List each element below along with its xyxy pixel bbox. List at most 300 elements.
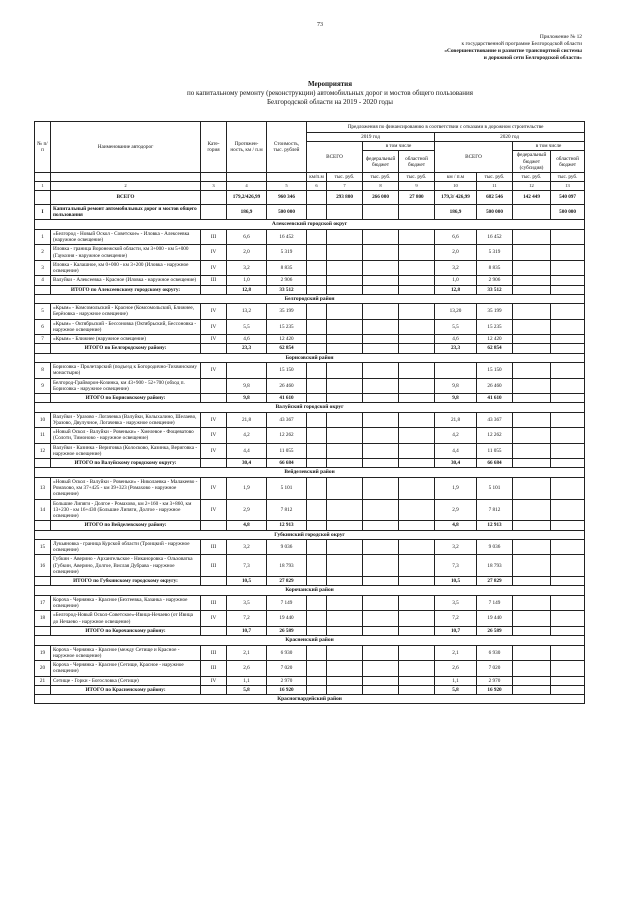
row-number: 1 [35,229,51,244]
category: III [201,540,227,555]
length-2019 [307,459,327,468]
cost: 5 319 [267,245,307,260]
row-number: 13 [35,477,51,499]
column-index: 1 [35,182,51,191]
regional-2020 [551,577,585,586]
length: 3,2 [227,540,267,555]
federal-2020 [513,626,551,635]
section-row [35,220,585,229]
federal-2020 [513,412,551,427]
table-row [35,319,585,334]
federal-2020 [513,685,551,694]
length-2020: 2,0 [435,245,477,260]
length-2020: 7,2 [435,611,477,626]
length [227,363,267,378]
total-2019 [327,335,363,344]
regional-2019 [399,319,435,334]
cost: 500 000 [267,204,307,219]
federal-2019 [363,319,399,334]
federal-2020 [513,477,551,499]
table-row [35,645,585,660]
road-name: Сетище - Горки - Богословка (Сетище) [51,676,201,685]
cost: 43 367 [267,412,307,427]
row-number [35,459,51,468]
cost: 62 854 [267,344,307,353]
federal-2019 [363,245,399,260]
category [201,459,227,468]
total-2019 [327,344,363,353]
table-row [35,276,585,285]
length: 5,8 [227,685,267,694]
regional-2020 [551,363,585,378]
regional-2020 [551,645,585,660]
total-2020: 26 589 [477,626,513,635]
length-2019 [307,676,327,685]
total-2020: 11 055 [477,443,513,458]
length-2020: 179,3/ 426,99 [435,190,477,204]
road-name: «Крым» - Октябрьский - Бессоновка (Октябрьский, Бессоновка - наружное освещение) [51,319,201,334]
length: 186,9 [227,204,267,219]
total-2019 [327,499,363,521]
regional-2020 [551,319,585,334]
federal-2019 [363,661,399,676]
roads-table [34,121,585,704]
category: IV [201,319,227,334]
section-title: Губкинский городской округ [35,530,585,539]
road-name: ИТОГО по Вейделевскому району: [51,521,201,530]
row-number: 17 [35,595,51,610]
category: IV [201,477,227,499]
total-2020: 16 920 [477,685,513,694]
length-2020: 6,6 [435,229,477,244]
regional-2019: 27 800 [399,190,435,204]
road-name: ВСЕГО [51,190,201,204]
length-2020: 4,4 [435,443,477,458]
total-2020: 12 262 [477,428,513,443]
cost: 9 036 [267,540,307,555]
total-2019 [327,555,363,577]
regional-2020 [551,245,585,260]
annex-line: к государственной программе Белгородской области [461,41,582,48]
road-name: Капитальный ремонт автомобильных дорог и мостов общего пользования [51,204,201,219]
title-line: Мероприятия [307,80,353,88]
length: 21,8 [227,412,267,427]
header-incl-2020: в том числе [513,142,585,151]
regional-2019 [399,595,435,610]
length-2019 [307,428,327,443]
subtotal-row [35,577,585,586]
annex-header [382,34,582,62]
header-year-2019: 2019 год [307,133,435,142]
unit-cell: км / п.м [435,173,477,182]
federal-2020 [513,394,551,403]
section-title: Белгородский район [35,294,585,303]
cost: 8 835 [267,260,307,275]
table-row [35,304,585,319]
header-length: Протяжен-ность, км / п.м [227,122,267,173]
length-2019 [307,276,327,285]
length-2019 [307,685,327,694]
row-number: I [35,204,51,219]
regional-2020: 540 097 [551,190,585,204]
federal-2019 [363,229,399,244]
total-2020: 9 036 [477,540,513,555]
category [201,190,227,204]
federal-2019 [363,521,399,530]
length: 9,8 [227,378,267,393]
length: 12,8 [227,285,267,294]
total-2019 [327,394,363,403]
length-2020: 13,20 [435,304,477,319]
federal-2020 [513,378,551,393]
section-title: Красногвардейский район [35,694,585,703]
length-2019 [307,319,327,334]
length: 4,6 [227,335,267,344]
regional-2019 [399,459,435,468]
header-cost: Стоимость, тыс. рублей [267,122,307,173]
length: 30,4 [227,459,267,468]
length: 9,8 [227,394,267,403]
subtotal-row [35,521,585,530]
regional-2019 [399,428,435,443]
length-2020: 186,9 [435,204,477,219]
section-title: Алексеевский городской округ [35,220,585,229]
grand-total-row [35,190,585,204]
length: 10,5 [227,577,267,586]
federal-2019 [363,304,399,319]
length-2020: 2,6 [435,661,477,676]
column-index: 6 [307,182,327,191]
regional-2020 [551,555,585,577]
road-name: Белгород-Грайворон-Козинка, км 43+900 - 52+700 (обход п. Борисовка - наружное освещение) [51,378,201,393]
length-2020: 12,8 [435,285,477,294]
regional-2020 [551,229,585,244]
total-2020: 7 020 [477,661,513,676]
category: III [201,276,227,285]
row-number [35,685,51,694]
category: III [201,229,227,244]
cost: 6 930 [267,645,307,660]
total-2020: 2 906 [477,276,513,285]
regional-2020 [551,412,585,427]
length-2020: 1,1 [435,676,477,685]
row-number [35,285,51,294]
federal-2020 [513,260,551,275]
length-2020: 7,3 [435,555,477,577]
section-row [35,294,585,303]
regional-2019 [399,477,435,499]
total-2019 [327,204,363,219]
row-number: 2 [35,245,51,260]
length: 13,2 [227,304,267,319]
length-2019 [307,363,327,378]
annex-line: Приложение № 12 [539,34,582,40]
regional-2020 [551,260,585,275]
regional-2019 [399,412,435,427]
unit-cell: тыс. руб. [327,173,363,182]
subtotal-row [35,459,585,468]
category: IV [201,304,227,319]
total-2019 [327,540,363,555]
unit-cell: тыс. руб. [477,173,513,182]
length-2020: 4,6 [435,335,477,344]
federal-2019 [363,459,399,468]
length: 10,7 [227,626,267,635]
cost: 26 589 [267,626,307,635]
category [201,394,227,403]
length-2020: 4,8 [435,521,477,530]
regional-2020 [551,394,585,403]
regional-2019 [399,499,435,521]
regional-2019 [399,229,435,244]
regional-2020 [551,276,585,285]
regional-2020 [551,443,585,458]
column-index: 3 [201,182,227,191]
federal-2019 [363,611,399,626]
length-2020: 5,8 [435,685,477,694]
title-line: по капитальному ремонту (реконструкции) автомобильных дорог и мостов общего пользования [187,89,473,98]
length-2019 [307,540,327,555]
total-2020: 5 319 [477,245,513,260]
total-2020: 15 150 [477,363,513,378]
column-index: 4 [227,182,267,191]
row-number [35,344,51,353]
subtotal-row [35,285,585,294]
length-2019 [307,204,327,219]
row-number: 9 [35,378,51,393]
length-2020: 10,5 [435,577,477,586]
federal-2019 [363,477,399,499]
section-title: Валуйский городской округ [35,403,585,412]
regional-2019 [399,245,435,260]
total-2019 [327,685,363,694]
road-name: «Белгород - Новый Оскол - Советское» - Иловка - Алексеевка (наружное освещение) [51,229,201,244]
length-2019 [307,190,327,204]
length-2019 [307,661,327,676]
header-total-2019: ВСЕГО [307,142,363,173]
column-index: 5 [267,182,307,191]
total-2019 [327,459,363,468]
regional-2019 [399,645,435,660]
regional-2019 [399,540,435,555]
regional-2020 [551,676,585,685]
cost: 7 812 [267,499,307,521]
row-number: 14 [35,499,51,521]
section-row [35,694,585,703]
row-number: 12 [35,443,51,458]
federal-2020 [513,459,551,468]
table-row [35,229,585,244]
length-2019 [307,577,327,586]
row-number: 15 [35,540,51,555]
regional-2019 [399,443,435,458]
federal-2020 [513,229,551,244]
cost: 12 262 [267,428,307,443]
length: 4,8 [227,521,267,530]
federal-2020 [513,335,551,344]
federal-2020 [513,521,551,530]
title-line: Белгородской области на 2019 - 2020 годы [267,98,393,107]
federal-2019 [363,260,399,275]
regional-2020 [551,499,585,521]
total-2019 [327,428,363,443]
regional-2020 [551,335,585,344]
category [201,521,227,530]
table-row [35,428,585,443]
subtotal-row [35,344,585,353]
length-2020: 2,9 [435,499,477,521]
row-number: 4 [35,276,51,285]
regional-2019 [399,335,435,344]
total-2019 [327,276,363,285]
length: 23,3 [227,344,267,353]
category: IV [201,443,227,458]
row-number: 6 [35,319,51,334]
length-2020: 3,5 [435,595,477,610]
federal-2020 [513,611,551,626]
table-row [35,477,585,499]
table-row [35,335,585,344]
table-row [35,611,585,626]
length-2019 [307,611,327,626]
row-number: 7 [35,335,51,344]
regional-2019 [399,685,435,694]
road-name: Большие Липяги - Долгое - Ромахово, км 2+160 - км 3+860, км 13+230 - км 16+430 (Большие Липяги, Долгое - наружное освещение) [51,499,201,521]
length-2020: 5,5 [435,319,477,334]
total-2020: 682 546 [477,190,513,204]
road-name: «Крым» - Ближнее (наружное освещение) [51,335,201,344]
section-title: Красненский район [35,636,585,645]
length: 7,2 [227,611,267,626]
length-2019 [307,260,327,275]
road-name: Короча - Чернянка - Красное (между Сетище и Красное - наружное освещение) [51,645,201,660]
page-number: 73 [317,22,323,28]
table-row [35,555,585,577]
category: IV [201,611,227,626]
regional-2019 [399,611,435,626]
column-index: 12 [513,182,551,191]
length-2019 [307,344,327,353]
cost: 15 235 [267,319,307,334]
header-reg-2019: областной бюджет [399,151,435,173]
total-2019: 293 800 [327,190,363,204]
length-2020: 21,8 [435,412,477,427]
federal-2019 [363,676,399,685]
federal-2020 [513,676,551,685]
total-2020: 500 000 [477,204,513,219]
cost: 960 346 [267,190,307,204]
length: 3,5 [227,595,267,610]
regional-2020 [551,344,585,353]
table-row [35,443,585,458]
length: 4,4 [227,443,267,458]
category [201,204,227,219]
length: 2,6 [227,661,267,676]
cost: 26 460 [267,378,307,393]
road-name: Валуйки - Алексеевка - Красное (Иловка - наружное освещение) [51,276,201,285]
cost: 5 101 [267,477,307,499]
regional-2019 [399,276,435,285]
total-2019 [327,626,363,635]
length-2019 [307,285,327,294]
total-2019 [327,304,363,319]
row-number [35,190,51,204]
total-2020: 19 440 [477,611,513,626]
federal-2019 [363,378,399,393]
category [201,626,227,635]
total-2019 [327,363,363,378]
header-fed-2019: федеральный бюджет [363,151,399,173]
section-row [35,530,585,539]
federal-2020 [513,363,551,378]
federal-2020 [513,661,551,676]
road-name: ИТОГО по Корочанскому району: [51,626,201,635]
road-name: Иловка - граница Воронежской области, км 3+000 - км 5+000 (Гаукозня - наружное освещение) [51,245,201,260]
row-number: 3 [35,260,51,275]
total-2019 [327,595,363,610]
cost: 35 199 [267,304,307,319]
road-name: ИТОГО по Борисовскому району: [51,394,201,403]
total-2020: 33 512 [477,285,513,294]
length: 1,1 [227,676,267,685]
federal-2020 [513,285,551,294]
category [201,577,227,586]
column-index: 10 [435,182,477,191]
table-row [35,363,585,378]
length-2020 [435,363,477,378]
total-2019 [327,611,363,626]
total-2019 [327,676,363,685]
header-year-2020: 2020 год [435,133,585,142]
road-name: ИТОГО по Губкинскому городскому округу: [51,577,201,586]
length-2020: 30,4 [435,459,477,468]
annex-line: и дорожной сети Белгородской области» [483,55,582,62]
federal-2019 [363,645,399,660]
road-name: Короча - Чернянка - Красное (Сетище, Красное - наружное освещение) [51,661,201,676]
road-name: ИТОГО по Белгородскому району: [51,344,201,353]
row-number: 20 [35,661,51,676]
category: IV [201,260,227,275]
header-num: № п/п [35,122,51,173]
section-row [35,468,585,477]
row-number: 21 [35,676,51,685]
table-row [35,676,585,685]
total-2019 [327,443,363,458]
regional-2020 [551,285,585,294]
regional-2019 [399,521,435,530]
category: III [201,661,227,676]
regional-2019 [399,661,435,676]
federal-2019 [363,363,399,378]
total-2020: 2 970 [477,676,513,685]
unit-cell: тыс. руб. [551,173,585,182]
cost: 2 970 [267,676,307,685]
column-index: 13 [551,182,585,191]
section-row [35,403,585,412]
category: IV [201,363,227,378]
category: IV [201,499,227,521]
federal-2019 [363,285,399,294]
length-2020: 1,0 [435,276,477,285]
length: 7,3 [227,555,267,577]
length: 179,2/426,99 [227,190,267,204]
length-2020: 10,7 [435,626,477,635]
total-2020: 66 684 [477,459,513,468]
table-row [35,260,585,275]
total-2020: 16 452 [477,229,513,244]
total-2020: 35 199 [477,304,513,319]
road-name: Лукьяновка - граница Курской области (Троицкий - наружное освещение) [51,540,201,555]
